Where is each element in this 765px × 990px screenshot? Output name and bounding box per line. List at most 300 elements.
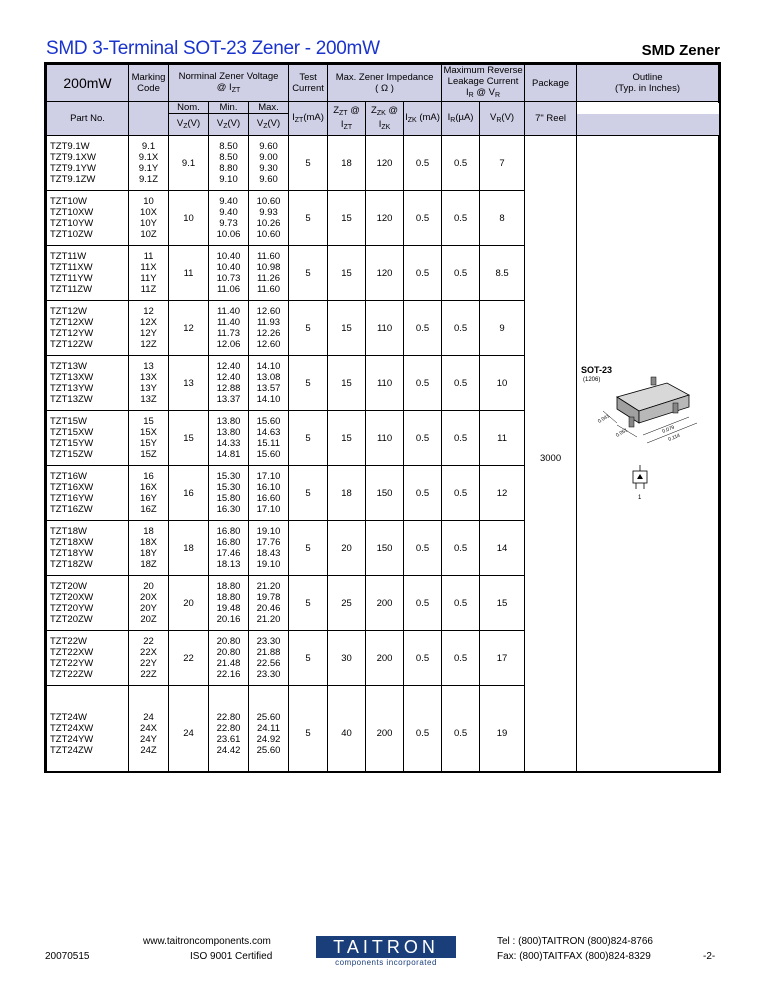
- marking-code-value: 11Y: [140, 273, 157, 284]
- zzk: 200: [366, 631, 404, 686]
- vz-nom: 12: [169, 301, 209, 356]
- part-number-value: TZT9.1XW: [50, 152, 96, 163]
- vz-max: [249, 136, 289, 191]
- vz-min-value: 8.50: [219, 152, 238, 163]
- vz-max-value: 25.60: [256, 744, 281, 756]
- marking-code-value: 22X: [140, 647, 157, 658]
- vz-max-value: 14.10: [256, 361, 281, 372]
- part-number-value: TZT15W: [50, 416, 87, 427]
- footer-website: www.taitroncomponents.com: [143, 936, 271, 947]
- part-number-value: TZT18ZW: [50, 559, 93, 570]
- part-number-value: TZT20W: [50, 581, 87, 592]
- zzt: 18: [328, 466, 366, 521]
- vz-max-value: 15.60: [256, 449, 281, 460]
- page-number: -2-: [703, 951, 716, 962]
- vz-min: [209, 301, 249, 356]
- col-zzt: $Z_{ZT}$ @ $I_{ZT}$: [328, 102, 366, 136]
- vz-max-value: 11.93: [256, 317, 281, 328]
- marking-code-value: 24X: [140, 722, 157, 734]
- marking-code-value: 9.1Z: [138, 174, 158, 185]
- sot23-package-icon: [577, 361, 713, 561]
- vz-min-value: 24.42: [216, 744, 241, 756]
- izk: 0.5: [404, 246, 442, 301]
- part-number-value: TZT11YW: [50, 273, 93, 284]
- vz-nom: 13: [169, 356, 209, 411]
- vz-max-value: 12.60: [256, 306, 281, 317]
- vz-min-value: 9.40: [219, 207, 238, 218]
- col-min: Min.: [209, 102, 249, 114]
- vz-max: [249, 631, 289, 686]
- vz-max-value: 13.57: [256, 383, 281, 394]
- vr: 12: [480, 466, 525, 521]
- vz-max-value: 24.11: [256, 722, 281, 734]
- vz-min: [209, 576, 249, 631]
- part-number-value: TZT22ZW: [50, 669, 93, 680]
- vr: 8: [480, 191, 525, 246]
- part-number: [47, 136, 129, 191]
- marking-code-value: 9.1Y: [138, 163, 159, 174]
- zzk: 120: [366, 136, 404, 191]
- part-number-value: TZT24W: [50, 711, 87, 723]
- izt: 5: [289, 631, 328, 686]
- col-zener-impedance: Max. Zener Impedance ( Ω ): [328, 65, 442, 102]
- vz-min-value: 10.06: [216, 229, 241, 240]
- col-izk: $I_{ZK}$ (mA): [404, 102, 442, 136]
- vz-min-value: 11.40: [216, 317, 241, 328]
- vz-min-value: 18.80: [216, 592, 241, 603]
- vz-min-value: 8.50: [219, 141, 238, 152]
- marking-code-value: 22Y: [140, 658, 157, 669]
- vz-nom: 9.1: [169, 136, 209, 191]
- marking-code: [129, 411, 169, 466]
- zzt: 30: [328, 631, 366, 686]
- vz-min-value: 18.13: [216, 559, 241, 570]
- vz-min-value: 11.73: [216, 328, 241, 339]
- marking-code-value: 18: [143, 526, 154, 537]
- vz-min-value: 16.80: [216, 537, 241, 548]
- marking-code: [129, 686, 169, 774]
- part-number-value: TZT13XW: [50, 372, 94, 383]
- izt: 5: [289, 521, 328, 576]
- marking-code-value: 13: [143, 361, 154, 372]
- part-number-value: TZT11ZW: [50, 284, 93, 295]
- vz-min-value: 23.61: [216, 733, 241, 745]
- vz-max-value: 17.76: [256, 537, 281, 548]
- vz-max-value: 11.26: [256, 273, 281, 284]
- vz-max: [249, 411, 289, 466]
- vz-min-value: 14.33: [216, 438, 241, 449]
- marking-code: [129, 136, 169, 191]
- marking-code-value: 22: [143, 636, 154, 647]
- vz-max: [249, 686, 289, 774]
- dim-length: 0.114: [667, 432, 682, 443]
- vz-max-value: 19.78: [256, 592, 281, 603]
- part-number: [47, 356, 129, 411]
- vz-min-value: 22.80: [216, 722, 241, 734]
- vz-max-value: 19.10: [256, 526, 281, 537]
- zzt: 18: [328, 136, 366, 191]
- vz-max-value: 20.46: [256, 603, 281, 614]
- vz-max-value: 11.60: [256, 251, 281, 262]
- marking-code-value: 20Z: [140, 614, 157, 625]
- marking-code-value: 16Y: [140, 493, 157, 504]
- vr: 7: [480, 136, 525, 191]
- marking-code: [129, 466, 169, 521]
- vz-min-value: 17.46: [216, 548, 241, 559]
- izt: 5: [289, 356, 328, 411]
- ir: 0.5: [442, 301, 480, 356]
- part-number-value: TZT15YW: [50, 438, 94, 449]
- part-number-value: TZT18YW: [50, 548, 94, 559]
- izt: 5: [289, 411, 328, 466]
- category-tag: SMD Zener: [641, 42, 720, 59]
- marking-code-value: 15Z: [140, 449, 157, 460]
- marking-code-value: 20: [143, 581, 154, 592]
- part-number-value: TZT9.1W: [50, 141, 90, 152]
- part-number-value: TZT9.1ZW: [50, 174, 96, 185]
- vr: 14: [480, 521, 525, 576]
- part-number-value: TZT24ZW: [50, 744, 93, 756]
- col-vz-max: $V_Z(V)$: [249, 114, 289, 136]
- zzk: 150: [366, 521, 404, 576]
- vz-max-value: 14.63: [256, 427, 281, 438]
- zzk: 150: [366, 466, 404, 521]
- vz-max-value: 12.60: [256, 339, 281, 350]
- vz-max: [249, 466, 289, 521]
- zzk: 120: [366, 191, 404, 246]
- vz-min-value: 15.30: [216, 482, 241, 493]
- part-number: [47, 246, 129, 301]
- ir: 0.5: [442, 356, 480, 411]
- part-number-value: TZT12YW: [50, 328, 94, 339]
- dim-depth: 0.051: [615, 427, 629, 439]
- vz-max-value: 19.10: [256, 559, 281, 570]
- part-number-value: TZT13YW: [50, 383, 94, 394]
- vz-min-value: 22.80: [216, 711, 241, 723]
- marking-code-value: 18Z: [140, 559, 157, 570]
- marking-code-value: 20Y: [140, 603, 157, 614]
- vz-max-value: 24.92: [256, 733, 281, 745]
- vz-min: [209, 521, 249, 576]
- vz-max-value: 15.60: [256, 416, 281, 427]
- col-izt: $I_{ZT}(mA)$: [289, 102, 328, 136]
- zener-spec-table: [44, 62, 721, 773]
- vz-min-value: 9.73: [219, 218, 238, 229]
- vz-min-value: 20.80: [216, 636, 241, 647]
- vz-max-value: 11.60: [256, 284, 281, 295]
- vz-min-value: 12.88: [216, 383, 241, 394]
- package-name: SOT-23: [581, 365, 613, 375]
- footer-date: 20070515: [45, 951, 90, 962]
- vz-min-value: 22.16: [216, 669, 241, 680]
- marking-code: [129, 301, 169, 356]
- marking-code-value: 24Y: [140, 733, 157, 745]
- vz-max: [249, 521, 289, 576]
- part-number-value: TZT10XW: [50, 207, 94, 218]
- vz-max-value: 21.88: [256, 647, 281, 658]
- marking-code-value: 13Z: [140, 394, 157, 405]
- col-vz-nom: $V_Z(V)$: [169, 114, 209, 136]
- marking-code-value: 11: [143, 251, 154, 262]
- zzt: 15: [328, 411, 366, 466]
- vz-max-value: 22.56: [256, 658, 281, 669]
- vr: 8.5: [480, 246, 525, 301]
- vz-min-value: 9.10: [219, 174, 238, 185]
- izk: 0.5: [404, 521, 442, 576]
- vz-max-value: 13.08: [256, 372, 281, 383]
- part-number-value: TZT10YW: [50, 218, 94, 229]
- vz-min: [209, 411, 249, 466]
- ir: 0.5: [442, 136, 480, 191]
- vz-min-value: 13.80: [216, 427, 241, 438]
- col-zzk: $Z_{ZK}$ @ $I_{ZK}$: [366, 102, 404, 136]
- part-number-value: TZT20YW: [50, 603, 94, 614]
- part-number-value: TZT9.1YW: [50, 163, 96, 174]
- part-number-value: TZT16XW: [50, 482, 94, 493]
- part-number-value: TZT22YW: [50, 658, 94, 669]
- vz-min-value: 12.06: [216, 339, 241, 350]
- zzk: 200: [366, 576, 404, 631]
- zzt: 20: [328, 521, 366, 576]
- col-marking-code: Marking Code: [129, 65, 169, 102]
- vz-min: [209, 631, 249, 686]
- part-number: [47, 521, 129, 576]
- vz-min-value: 20.80: [216, 647, 241, 658]
- zzk: 120: [366, 246, 404, 301]
- ir: 0.5: [442, 686, 480, 774]
- zzk: 110: [366, 301, 404, 356]
- marking-code: [129, 576, 169, 631]
- vz-max: [249, 301, 289, 356]
- part-number: [47, 576, 129, 631]
- vz-min-value: 15.30: [216, 471, 241, 482]
- vr: 19: [480, 686, 525, 774]
- footer-tel: Tel : (800)TAITRON (800)824-8766: [497, 936, 653, 947]
- page-title: SMD 3-Terminal SOT-23 Zener - 200mW: [46, 38, 380, 59]
- izk: 0.5: [404, 356, 442, 411]
- part-number: [47, 191, 129, 246]
- izt: 5: [289, 576, 328, 631]
- izt: 5: [289, 466, 328, 521]
- vz-min-value: 11.40: [216, 306, 241, 317]
- vz-min-value: 11.06: [216, 284, 241, 295]
- part-number: [47, 301, 129, 356]
- marking-code-value: 10Y: [140, 218, 157, 229]
- marking-code-value: 16Z: [140, 504, 157, 515]
- pin-label: 1: [638, 495, 642, 501]
- vz-min-value: 8.80: [219, 163, 238, 174]
- vz-max-value: 10.60: [256, 196, 281, 207]
- outline-drawing: [577, 136, 719, 774]
- spec-row-group: [47, 136, 719, 191]
- vz-min-value: 13.37: [216, 394, 241, 405]
- vz-max-value: 17.10: [256, 504, 281, 515]
- power-rating: 200mW: [47, 65, 129, 102]
- vz-nom: 15: [169, 411, 209, 466]
- part-number-value: TZT12W: [50, 306, 87, 317]
- part-number: [47, 411, 129, 466]
- vr: 9: [480, 301, 525, 356]
- izk: 0.5: [404, 411, 442, 466]
- marking-code-value: 12: [143, 306, 154, 317]
- vz-max-value: 15.11: [256, 438, 281, 449]
- col-ir: $I_R(\mu A)$: [442, 102, 480, 136]
- vz-min-value: 13.80: [216, 416, 241, 427]
- izk: 0.5: [404, 191, 442, 246]
- marking-code-value: 10X: [140, 207, 157, 218]
- part-number-value: TZT22XW: [50, 647, 94, 658]
- part-number-value: TZT11XW: [50, 262, 93, 273]
- vr: 15: [480, 576, 525, 631]
- zzk: 110: [366, 356, 404, 411]
- marking-code-value: 24: [143, 711, 154, 723]
- vz-min: [209, 686, 249, 774]
- part-number-value: TZT16YW: [50, 493, 94, 504]
- vz-max-value: 9.93: [259, 207, 278, 218]
- vz-min-value: 10.40: [216, 262, 241, 273]
- vz-min-value: 18.80: [216, 581, 241, 592]
- zzk: 200: [366, 686, 404, 774]
- zzt: 15: [328, 301, 366, 356]
- part-number-value: TZT12ZW: [50, 339, 93, 350]
- marking-code-value: 16X: [140, 482, 157, 493]
- izk: 0.5: [404, 576, 442, 631]
- dim-pitch: 0.079: [661, 424, 676, 435]
- izk: 0.5: [404, 136, 442, 191]
- izt: 5: [289, 136, 328, 191]
- part-number-value: TZT18W: [50, 526, 87, 537]
- col-nom: Nom.: [169, 102, 209, 114]
- vz-min-value: 10.40: [216, 251, 241, 262]
- part-number: [47, 686, 129, 774]
- col-outline: Outline (Typ. in Inches): [577, 65, 719, 102]
- vz-max-value: 10.98: [256, 262, 281, 273]
- vz-max-value: 16.60: [256, 493, 281, 504]
- marking-code-value: 11X: [140, 262, 157, 273]
- izt: 5: [289, 301, 328, 356]
- vz-nom: 24: [169, 686, 209, 774]
- izt: 5: [289, 191, 328, 246]
- part-number-value: TZT13ZW: [50, 394, 93, 405]
- vz-nom: 22: [169, 631, 209, 686]
- part-number-value: TZT20XW: [50, 592, 94, 603]
- vz-max-value: 10.60: [256, 229, 281, 240]
- marking-code-value: 20X: [140, 592, 157, 603]
- ir: 0.5: [442, 576, 480, 631]
- vz-max: [249, 246, 289, 301]
- marking-code-value: 12Z: [140, 339, 157, 350]
- vz-min-value: 10.73: [216, 273, 241, 284]
- part-number-value: TZT20ZW: [50, 614, 93, 625]
- package-code: (1206): [583, 377, 601, 383]
- ir: 0.5: [442, 466, 480, 521]
- marking-code: [129, 631, 169, 686]
- izt: 5: [289, 686, 328, 774]
- zzt: 40: [328, 686, 366, 774]
- part-number-value: TZT22W: [50, 636, 87, 647]
- vz-min: [209, 466, 249, 521]
- col-test-current: Test Current: [289, 65, 328, 102]
- zzt: 25: [328, 576, 366, 631]
- vz-max-value: 14.10: [256, 394, 281, 405]
- footer-fax: Fax: (800)TAITFAX (800)824-8329: [497, 951, 651, 962]
- marking-code: [129, 246, 169, 301]
- izk: 0.5: [404, 686, 442, 774]
- package-quantity: 3000: [525, 136, 577, 774]
- vz-min: [209, 191, 249, 246]
- izk: 0.5: [404, 631, 442, 686]
- vz-max: [249, 576, 289, 631]
- vr: 11: [480, 411, 525, 466]
- vz-min-value: 14.81: [216, 449, 241, 460]
- part-number: [47, 631, 129, 686]
- footer-iso: ISO 9001 Certified: [190, 951, 273, 962]
- part-number-value: TZT12XW: [50, 317, 94, 328]
- vr: 10: [480, 356, 525, 411]
- col-part-no: Part No.: [47, 102, 129, 136]
- marking-code-value: 9.1: [141, 141, 156, 152]
- marking-code-value: 9.1X: [138, 152, 159, 163]
- marking-code-value: 18X: [140, 537, 157, 548]
- vz-min-value: 15.80: [216, 493, 241, 504]
- vz-max-value: 18.43: [256, 548, 281, 559]
- marking-code-value: 13Y: [140, 383, 157, 394]
- col-max: Max.: [249, 102, 289, 114]
- vz-max-value: 9.60: [259, 174, 278, 185]
- ir: 0.5: [442, 246, 480, 301]
- marking-code: [129, 521, 169, 576]
- marking-code-value: 13X: [140, 372, 157, 383]
- vz-min-value: 16.80: [216, 526, 241, 537]
- vz-min-value: 21.48: [216, 658, 241, 669]
- vz-max-value: 16.10: [256, 482, 281, 493]
- vz-max-value: 9.30: [259, 163, 278, 174]
- marking-code-value: 15Y: [140, 438, 157, 449]
- vz-min-value: 19.48: [216, 603, 241, 614]
- vr: 17: [480, 631, 525, 686]
- col-vz-min: $V_Z(V)$: [209, 114, 249, 136]
- marking-code-value: 10Z: [140, 229, 157, 240]
- marking-code-value: 11Z: [140, 284, 157, 295]
- part-number-value: TZT24XW: [50, 722, 94, 734]
- vz-max: [249, 356, 289, 411]
- marking-code-value: 22Z: [140, 669, 157, 680]
- marking-code-value: 10: [143, 196, 154, 207]
- vz-max-value: 25.60: [256, 711, 281, 723]
- marking-code-value: 16: [143, 471, 154, 482]
- marking-code-value: 12Y: [140, 328, 157, 339]
- col-leakage-current: Maximum Reverse Leakage Current $I_R$ @ $V_R$: [442, 65, 525, 102]
- vz-max-value: 10.26: [256, 218, 281, 229]
- zzt: 15: [328, 191, 366, 246]
- vz-max-value: 21.20: [256, 614, 281, 625]
- vz-nom: 18: [169, 521, 209, 576]
- ir: 0.5: [442, 411, 480, 466]
- zzt: 15: [328, 246, 366, 301]
- vz-nom: 11: [169, 246, 209, 301]
- marking-code-value: 15: [143, 416, 154, 427]
- vz-max: [249, 191, 289, 246]
- vz-max-value: 21.20: [256, 581, 281, 592]
- vz-min: [209, 356, 249, 411]
- part-number: [47, 466, 129, 521]
- vz-max-value: 9.00: [259, 152, 278, 163]
- ir: 0.5: [442, 191, 480, 246]
- marking-code-value: 24Z: [140, 744, 157, 756]
- part-number-value: TZT24YW: [50, 733, 94, 745]
- vz-max-value: 17.10: [256, 471, 281, 482]
- col-marking-blank: [129, 102, 169, 136]
